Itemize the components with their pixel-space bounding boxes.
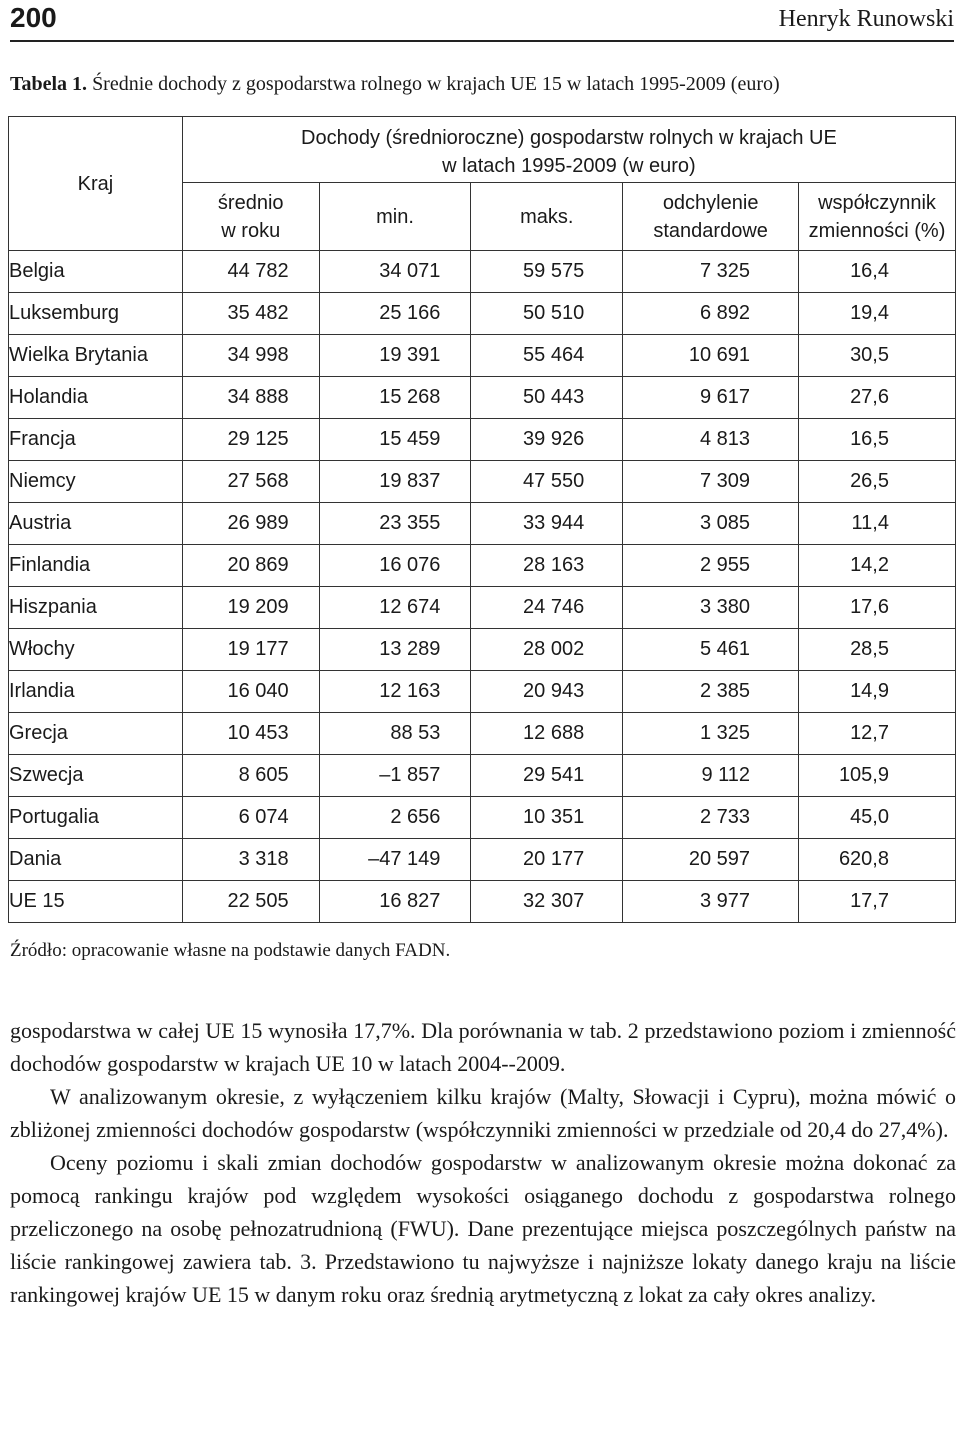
cell-country: Francja [9, 419, 183, 461]
cell-country: Niemcy [9, 461, 183, 503]
cell-coef-variation: 620,8 [799, 839, 956, 881]
table-source-note: Źródło: opracowanie własne na podstawie danych FADN. [10, 940, 451, 961]
cell-average: 26 989 [182, 503, 319, 545]
table-row [9, 293, 956, 335]
table-row [9, 629, 956, 671]
cell-coef-variation: 17,7 [799, 881, 956, 923]
cell-country: Austria [9, 503, 183, 545]
cell-average: 19 209 [182, 587, 319, 629]
cell-min: 13 289 [319, 629, 471, 671]
header-std-dev: odchylenie standardowe [623, 183, 799, 251]
cell-min: 19 837 [319, 461, 471, 503]
cell-min: 34 071 [319, 251, 471, 293]
cell-max: 50 510 [471, 293, 623, 335]
cell-country: UE 15 [9, 881, 183, 923]
cell-max: 32 307 [471, 881, 623, 923]
cell-country: Holandia [9, 377, 183, 419]
cell-max: 28 002 [471, 629, 623, 671]
cell-coef-variation: 28,5 [799, 629, 956, 671]
cell-country: Belgia [9, 251, 183, 293]
table-row [9, 545, 956, 587]
cell-std-dev: 4 813 [623, 419, 799, 461]
cell-coef-variation: 19,4 [799, 293, 956, 335]
cell-std-dev: 5 461 [623, 629, 799, 671]
cell-coef-variation: 16,5 [799, 419, 956, 461]
cell-max: 20 177 [471, 839, 623, 881]
table-row [9, 335, 956, 377]
header-coef-variation: współczynnik zmienności (%) [799, 183, 956, 251]
cell-coef-variation: 45,0 [799, 797, 956, 839]
cell-min: –1 857 [319, 755, 471, 797]
table-row [9, 251, 956, 293]
cell-country: Irlandia [9, 671, 183, 713]
header-rule [10, 40, 954, 42]
cell-min: 88 53 [319, 713, 471, 755]
body-text [10, 1014, 956, 1311]
cell-std-dev: 3 380 [623, 587, 799, 629]
cell-average: 19 177 [182, 629, 319, 671]
cell-std-dev: 1 325 [623, 713, 799, 755]
page-header [10, 0, 954, 36]
cell-max: 28 163 [471, 545, 623, 587]
cell-average: 27 568 [182, 461, 319, 503]
paragraph-2: W analizowanym okresie, z wyłączeniem kilku krajów (Malty, Słowacji i Cypru), można mówić o zbliżonej zmienności dochodów gospodarstw (współczynniki zmienności w przedziale od 20,4 do 27,4%). [10, 1084, 956, 1142]
cell-min: –47 149 [319, 839, 471, 881]
cell-max: 47 550 [471, 461, 623, 503]
cell-std-dev: 2 955 [623, 545, 799, 587]
cell-coef-variation: 14,9 [799, 671, 956, 713]
cell-average: 8 605 [182, 755, 319, 797]
cell-average: 10 453 [182, 713, 319, 755]
cell-coef-variation: 14,2 [799, 545, 956, 587]
table-row [9, 797, 956, 839]
cell-max: 24 746 [471, 587, 623, 629]
cell-std-dev: 6 892 [623, 293, 799, 335]
cell-coef-variation: 27,6 [799, 377, 956, 419]
cell-min: 15 268 [319, 377, 471, 419]
cell-coef-variation: 16,4 [799, 251, 956, 293]
table-row [9, 587, 956, 629]
table-row [9, 503, 956, 545]
cell-average: 34 888 [182, 377, 319, 419]
cell-country: Portugalia [9, 797, 183, 839]
cell-max: 20 943 [471, 671, 623, 713]
income-table [8, 116, 956, 923]
cell-max: 12 688 [471, 713, 623, 755]
cell-coef-variation: 30,5 [799, 335, 956, 377]
cell-country: Luksemburg [9, 293, 183, 335]
header-min: min. [319, 183, 471, 251]
cell-coef-variation: 26,5 [799, 461, 956, 503]
cell-average: 6 074 [182, 797, 319, 839]
table-row [9, 461, 956, 503]
header-average: średnio w roku [182, 183, 319, 251]
cell-country: Szwecja [9, 755, 183, 797]
table-row [9, 881, 956, 923]
cell-max: 29 541 [471, 755, 623, 797]
cell-country: Hiszpania [9, 587, 183, 629]
cell-max: 59 575 [471, 251, 623, 293]
table-caption-label: Tabela 1. [10, 73, 88, 95]
cell-max: 55 464 [471, 335, 623, 377]
cell-coef-variation: 105,9 [799, 755, 956, 797]
cell-average: 16 040 [182, 671, 319, 713]
cell-std-dev: 9 617 [623, 377, 799, 419]
cell-max: 50 443 [471, 377, 623, 419]
cell-std-dev: 9 112 [623, 755, 799, 797]
cell-average: 34 998 [182, 335, 319, 377]
cell-min: 12 163 [319, 671, 471, 713]
header-max: maks. [471, 183, 623, 251]
paragraph-3: Oceny poziomu i skali zmian dochodów gospodarstw w analizowanym okresie można dokonać za pomocą rankingu krajów pod względem wysokości osiąganego dochodu z gospodarstwa rolnego przeliczonego na osobę pełnozatrudnioną (FWU). Dane prezentujące miejsca poszczególnych państw na liście rankingowej zawiera tab. 3. Przedstawiono tu najwyższe i najniższe lokaty danego kraju na liście rankingowej krajów UE 15 w danym roku oraz średnią arytmetyczną z lokat za cały okres analizy. [10, 1150, 956, 1307]
cell-coef-variation: 17,6 [799, 587, 956, 629]
table-row [9, 377, 956, 419]
cell-average: 44 782 [182, 251, 319, 293]
cell-min: 12 674 [319, 587, 471, 629]
cell-min: 2 656 [319, 797, 471, 839]
cell-std-dev: 2 733 [623, 797, 799, 839]
cell-average: 20 869 [182, 545, 319, 587]
cell-min: 15 459 [319, 419, 471, 461]
table-row [9, 671, 956, 713]
table-head [9, 117, 956, 251]
cell-min: 16 076 [319, 545, 471, 587]
cell-std-dev: 7 309 [623, 461, 799, 503]
cell-country: Włochy [9, 629, 183, 671]
table-body [9, 251, 956, 923]
table-row [9, 713, 956, 755]
cell-min: 19 391 [319, 335, 471, 377]
cell-max: 33 944 [471, 503, 623, 545]
cell-coef-variation: 11,4 [799, 503, 956, 545]
cell-std-dev: 3 977 [623, 881, 799, 923]
cell-country: Finlandia [9, 545, 183, 587]
cell-average: 3 318 [182, 839, 319, 881]
cell-std-dev: 3 085 [623, 503, 799, 545]
cell-average: 29 125 [182, 419, 319, 461]
table-row [9, 419, 956, 461]
cell-std-dev: 20 597 [623, 839, 799, 881]
cell-country: Wielka Brytania [9, 335, 183, 377]
header-group-line1: Dochody (średnioroczne) gospodarstw rolnych w krajach UE [301, 126, 837, 149]
cell-max: 39 926 [471, 419, 623, 461]
cell-min: 23 355 [319, 503, 471, 545]
cell-country: Grecja [9, 713, 183, 755]
cell-min: 16 827 [319, 881, 471, 923]
header-country: Kraj [9, 117, 183, 251]
table-caption-text: Średnie dochody z gospodarstwa rolnego w krajach UE 15 w latach 1995-2009 (euro) [92, 73, 780, 95]
cell-country: Dania [9, 839, 183, 881]
cell-std-dev: 2 385 [623, 671, 799, 713]
table-row [9, 755, 956, 797]
header-income-group [182, 117, 955, 183]
table-row [9, 839, 956, 881]
cell-coef-variation: 12,7 [799, 713, 956, 755]
running-head-author: Henryk Runowski [778, 6, 954, 32]
cell-std-dev: 7 325 [623, 251, 799, 293]
table-caption [10, 68, 780, 100]
cell-std-dev: 10 691 [623, 335, 799, 377]
cell-average: 22 505 [182, 881, 319, 923]
page-number: 200 [10, 2, 57, 33]
cell-average: 35 482 [182, 293, 319, 335]
header-group-line2: w latach 1995-2009 (w euro) [442, 154, 696, 177]
paragraph-1: gospodarstwa w całej UE 15 wynosiła 17,7%. Dla porównania w tab. 2 przedstawiono poziom i zmienność dochodów gospodarstw w krajach UE 10 w latach 2004--2009. [10, 1018, 956, 1076]
cell-min: 25 166 [319, 293, 471, 335]
cell-max: 10 351 [471, 797, 623, 839]
